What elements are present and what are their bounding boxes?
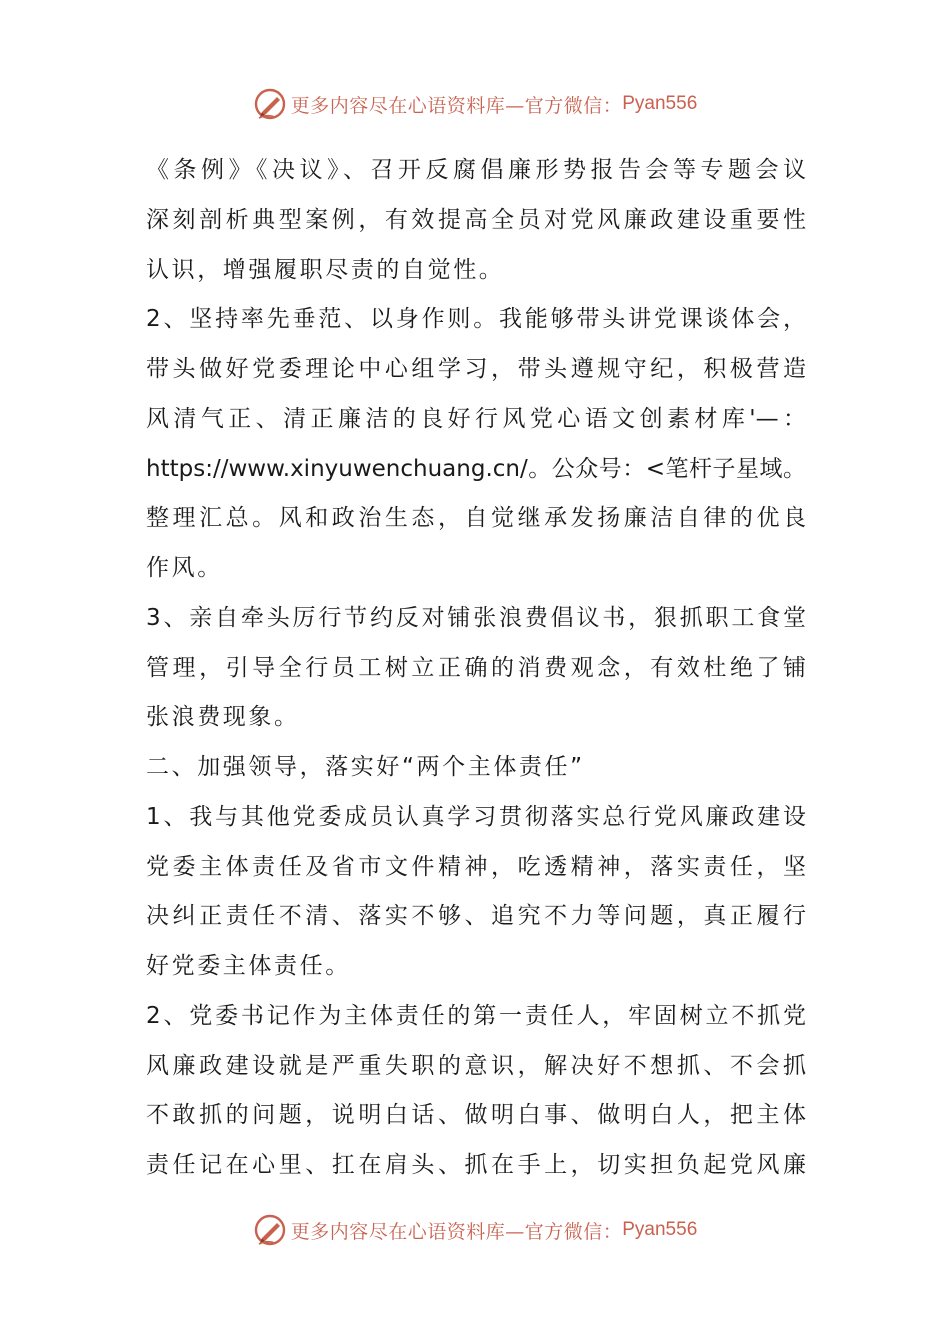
document-body [146, 146, 806, 1191]
pen-logo-icon [253, 87, 287, 121]
text-line: 3、亲自牵头厉行节约反对铺张浪费倡议书，狠抓职工食堂 [146, 604, 806, 631]
text-line: 张浪费现象。 [146, 704, 300, 731]
text-line: 党委主体责任及省市文件精神，吃透精神，落实责任，坚 [146, 853, 806, 880]
text-line: 责任记在心里、扛在肩头、抓在手上，切实担负起党风廉 [146, 1152, 806, 1178]
text-line: 深刻剖析典型案例，有效提高全员对党风廉政建设重要性 [146, 206, 806, 233]
watermark-text: 更多内容尽在心语资料库—官方微信： [290, 94, 623, 117]
text-line: 风清气正、清正廉洁的良好行风党心语文创素材库'—： [146, 405, 806, 432]
text-line: 认识，增强履职尽责的自觉性。 [146, 256, 505, 283]
text-line: 不敢抓的问题，说明白话、做明白事、做明白人，把主体 [146, 1102, 806, 1129]
text-line: 2、党委书记作为主体责任的第一责任人，牢固树立不抓党 [146, 1002, 806, 1029]
text-line: 作风。 [146, 555, 223, 581]
pen-logo-icon [253, 1213, 287, 1247]
text-line: https://www.xinyuwenchuang.cn/。公众号：<笔杆子星域。 [146, 455, 806, 482]
text-line: 风廉政建设就是严重失职的意识，解决好不想抓、不会抓 [146, 1052, 806, 1079]
watermark-text: 更多内容尽在心语资料库—官方微信： [290, 1220, 623, 1243]
text-line: 管理，引导全行员工树立正确的消费观念，有效杜绝了铺 [146, 654, 806, 681]
header-watermark-banner [0, 84, 950, 124]
text-line: 2、坚持率先垂范、以身作则。我能够带头讲党课谈体会， [146, 306, 806, 333]
text-line: 决纠正责任不清、落实不够、追究不力等问题，真正履行 [146, 903, 806, 930]
watermark-wechat-id: Pyan556 [622, 93, 698, 114]
section-heading: 二、加强领导，落实好“两个主体责任” [146, 754, 585, 780]
text-line: 《条例》《决议》、召开反腐倡廉形势报告会等专题会议 [146, 157, 806, 183]
text-line: 带头做好党委理论中心组学习，带头遵规守纪，积极营造 [146, 356, 806, 382]
watermark-wechat-id: Pyan556 [622, 1219, 698, 1240]
text-line: 好党委主体责任。 [146, 953, 351, 979]
text-line: 1、我与其他党委成员认真学习贯彻落实总行党风廉政建设 [146, 803, 806, 830]
footer-watermark-banner [0, 1210, 950, 1250]
text-line: 整理汇总。风和政治生态，自觉继承发扬廉洁自律的优良 [146, 505, 806, 532]
